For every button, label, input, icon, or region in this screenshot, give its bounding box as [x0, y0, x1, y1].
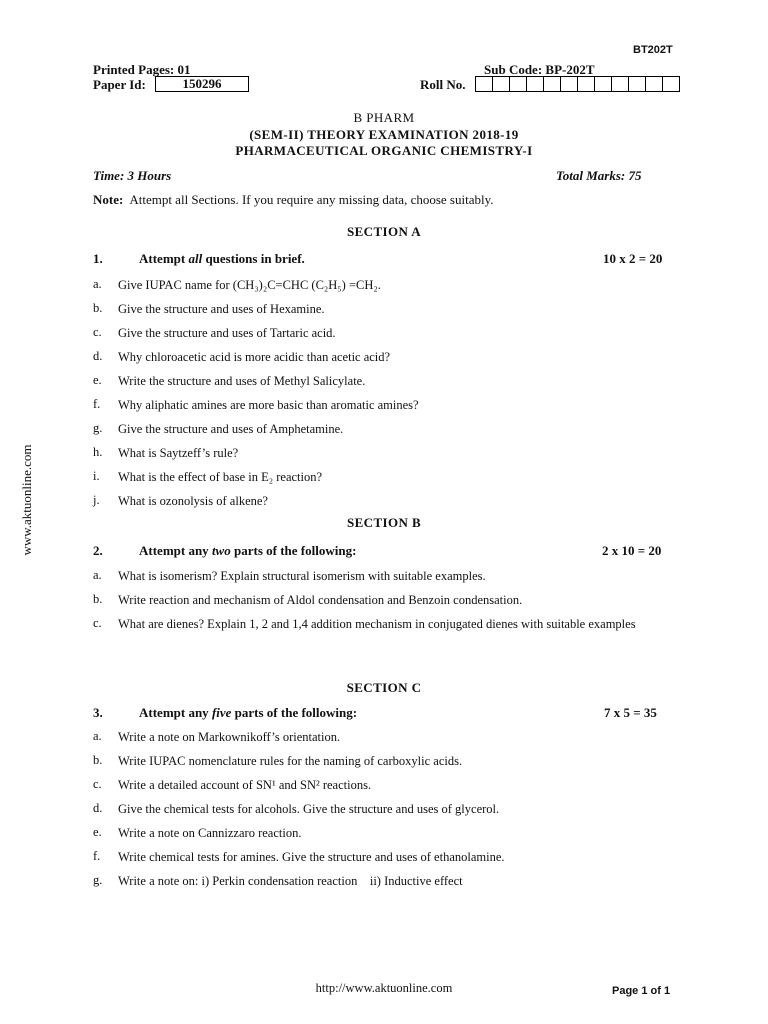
printed-pages: Printed Pages: 01 — [93, 62, 191, 77]
question-marks: 2 x 10 = 20 — [602, 543, 662, 558]
question-1-heading — [93, 251, 675, 267]
roll-number-box — [662, 76, 680, 92]
question-instruction: Attempt all questions in brief. — [139, 251, 305, 266]
note — [93, 192, 494, 208]
program-title: B PHARM — [353, 110, 415, 125]
roll-number-box — [509, 76, 527, 92]
paper-id-label: Paper Id: — [93, 77, 146, 92]
sub-code: Sub Code: BP-202T — [484, 62, 595, 77]
footer-url: http://www.aktuonline.com — [315, 981, 453, 995]
roll-number-box — [611, 76, 629, 92]
question-3-heading — [93, 705, 675, 721]
roll-number-label: Roll No. — [420, 77, 466, 92]
question-instruction: Attempt any five parts of the following: — [139, 705, 358, 720]
roll-number-boxes — [476, 76, 680, 92]
roll-number-box — [645, 76, 663, 92]
subject-title: PHARMACEUTICAL ORGANIC CHEMISTRY-I — [235, 143, 533, 158]
total-marks: Total Marks: 75 — [556, 168, 642, 183]
question-instruction: Attempt any two parts of the following: — [139, 543, 357, 558]
note-text: Attempt all Sections. If you require any missing data, choose suitably. — [129, 192, 494, 207]
section-c-title: SECTION C — [346, 680, 422, 695]
roll-number-box — [543, 76, 561, 92]
section-a-title: SECTION A — [346, 224, 422, 239]
exam-time: Time: 3 Hours — [93, 168, 172, 183]
exam-title: (SEM-II) THEORY EXAMINATION 2018-19 — [249, 127, 519, 142]
watermark-text: www.aktuonline.com — [19, 444, 34, 556]
section-b-title: SECTION B — [346, 515, 422, 530]
roll-number-box — [560, 76, 578, 92]
paper-code: BT202T — [633, 44, 673, 56]
question-number: 3. — [93, 705, 103, 720]
roll-number-box — [475, 76, 493, 92]
paper-id-value: 150296 — [155, 76, 249, 92]
question-number: 1. — [93, 251, 103, 266]
question-2-heading — [93, 543, 675, 559]
roll-number-box — [492, 76, 510, 92]
roll-number-box — [577, 76, 595, 92]
page-number: Page 1 of 1 — [612, 985, 671, 997]
question-number: 2. — [93, 543, 103, 558]
roll-number-box — [628, 76, 646, 92]
question-marks: 10 x 2 = 20 — [603, 251, 663, 266]
question-marks: 7 x 5 = 35 — [604, 705, 657, 720]
note-label: Note: — [93, 192, 124, 207]
roll-number-box — [594, 76, 612, 92]
roll-number-box — [526, 76, 544, 92]
